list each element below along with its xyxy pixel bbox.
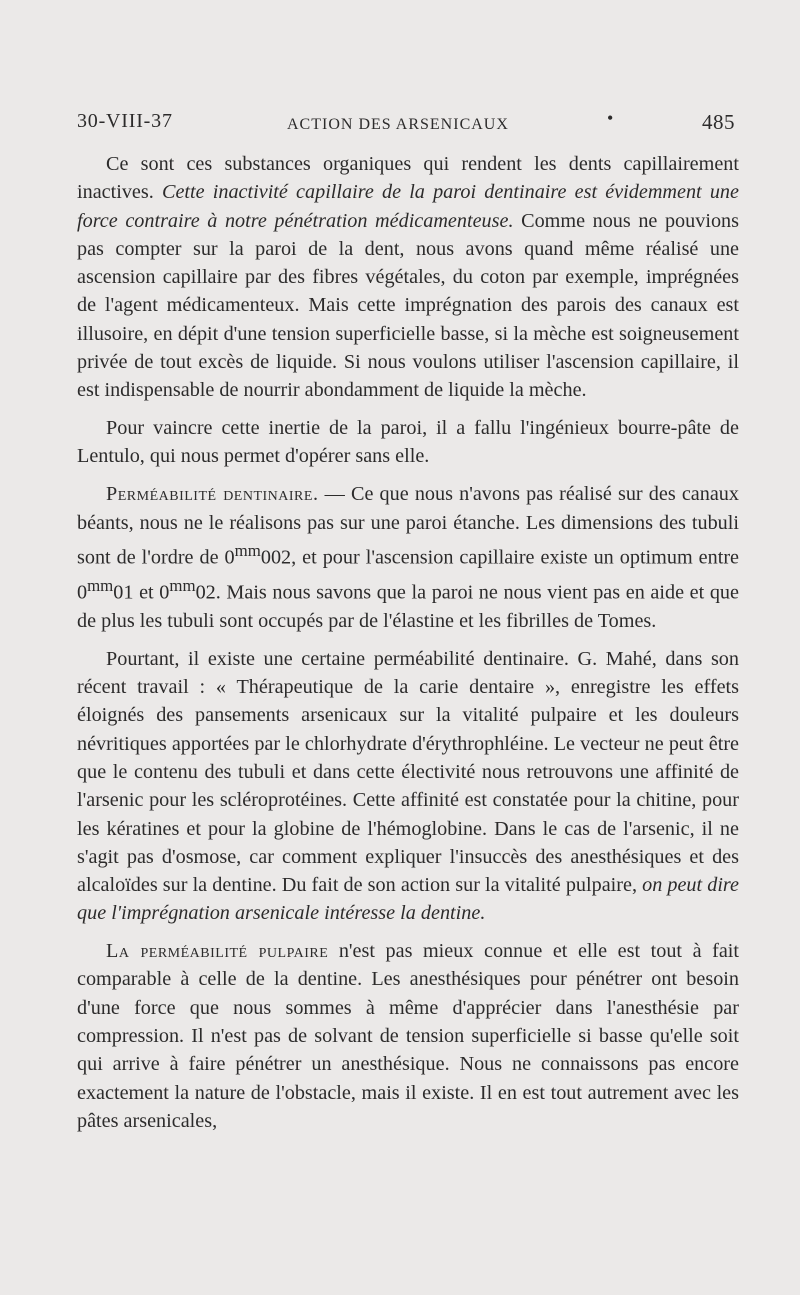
paragraph-2: Pour vaincre cette inertie de la paroi, il a fallu l'ingénieux bourre-pâte de Lentulo, qui nous permet d'opérer sans elle. [77, 417, 739, 468]
page-number: 485 [702, 110, 735, 134]
paragraph-3-text-a: — Ce que nous n'avons pas réalisé sur des canaux béants, nous ne le réalisons pas sur une paroi étanche. Les dimensions des tubuli sont de l'ordre de 0 [77, 483, 739, 569]
page-body [77, 150, 739, 1145]
paragraph-3 [77, 480, 739, 635]
paragraph-3-text-c: 01 et 0 [113, 581, 170, 604]
paragraph-1 [77, 150, 739, 405]
paragraph-4-emphasis: on peut dire que l'imprégnation arsenicale intéresse la dentine. [77, 874, 739, 925]
paragraph-3-text-b: 002, et pour l'ascension capillaire existe un optimum entre 0 [77, 546, 739, 604]
paragraph-3-text-d: 02. Mais nous savons que la paroi ne nous vient pas en aide et que de plus les tubuli sont occupés par de l'élastine et les fibrilles de Tomes. [77, 581, 739, 632]
paragraph-5 [77, 937, 739, 1135]
running-header [77, 110, 735, 144]
paragraph-1-text-a: Ce sont ces substances organiques qui rendent les dents capillairement inactives. [77, 153, 739, 204]
unit-superscript-1: mm [234, 540, 261, 560]
paragraph-5-text-a: n'est pas mieux connue et elle est tout à fait comparable à celle de la dentine. Les anesthésiques pour pénétrer ont besoin d'une force que nous sommes à même d'apprécier dans l'anesthésie par compression. Il n'est pas de solvant de tension superficielle si basse qu'elle soit qui arrive à faire pénétrer un anesthésique. Nous ne connaissons pas encore exactement la nature de l'obstacle, mais il existe. Il en est tout autrement avec les pâtes arsenicales, [77, 940, 739, 1132]
header-title: ACTION DES ARSENICAUX [287, 116, 509, 133]
paragraph-1-text-c: Comme nous ne pouvions pas compter sur la paroi de la dent, nous avons quand même réalisé une ascension capillaire par des fibres végétales, du coton par exemple, imprégnées de l'agent médicamenteux. Mais cette imprégnation des parois des canaux est illusoire, en dépit d'une tension superficielle basse, si la mèche est soigneusement privée de tout excès de liquide. Si nous voulons utiliser l'ascension capillaire, il est indispensable de nourrir abondamment de liquide la mèche. [77, 209, 739, 402]
header-date: 30-VIII-37 [77, 110, 173, 132]
section-heading-pulpaire: La perméabilité pulpaire [106, 940, 329, 963]
unit-superscript-2: mm [87, 575, 114, 595]
paragraph-4-text-a: Pourtant, il existe une certaine perméabilité dentinaire. G. Mahé, dans son récent travail : « Thérapeutique de la carie dentaire », enregistre les effets éloignés des pansements arsenicaux sur la vitalité pulpaire et les douleurs névritiques apportées par le chlorhydrate d'érythrophléine. Le vecteur ne peut être que le contenu des tubuli et dans cette électivité nous retrouvons une affinité de l'arsenic pour les scléroprotéines. Cette affinité est constatée pour la chitine, pour les kératines et pour la globine de l'hémoglobine. Dans le cas de l'arsenic, il ne s'agit pas d'osmose, car comment expliquer l'insuccès des anesthésiques et des alcaloïdes sur la dentine. Du fait de son action sur la vitalité pulpaire, [77, 647, 739, 897]
section-heading-dentinaire: Perméabilité dentinaire. [106, 483, 319, 506]
paragraph-1-emphasis: Cette inactivité capillaire de la paroi dentinaire est évidemment une force contraire à notre pénétration médicamenteuse. [77, 181, 739, 232]
paragraph-4 [77, 645, 739, 928]
header-mark: • [607, 108, 614, 128]
unit-superscript-3: mm [169, 575, 196, 595]
